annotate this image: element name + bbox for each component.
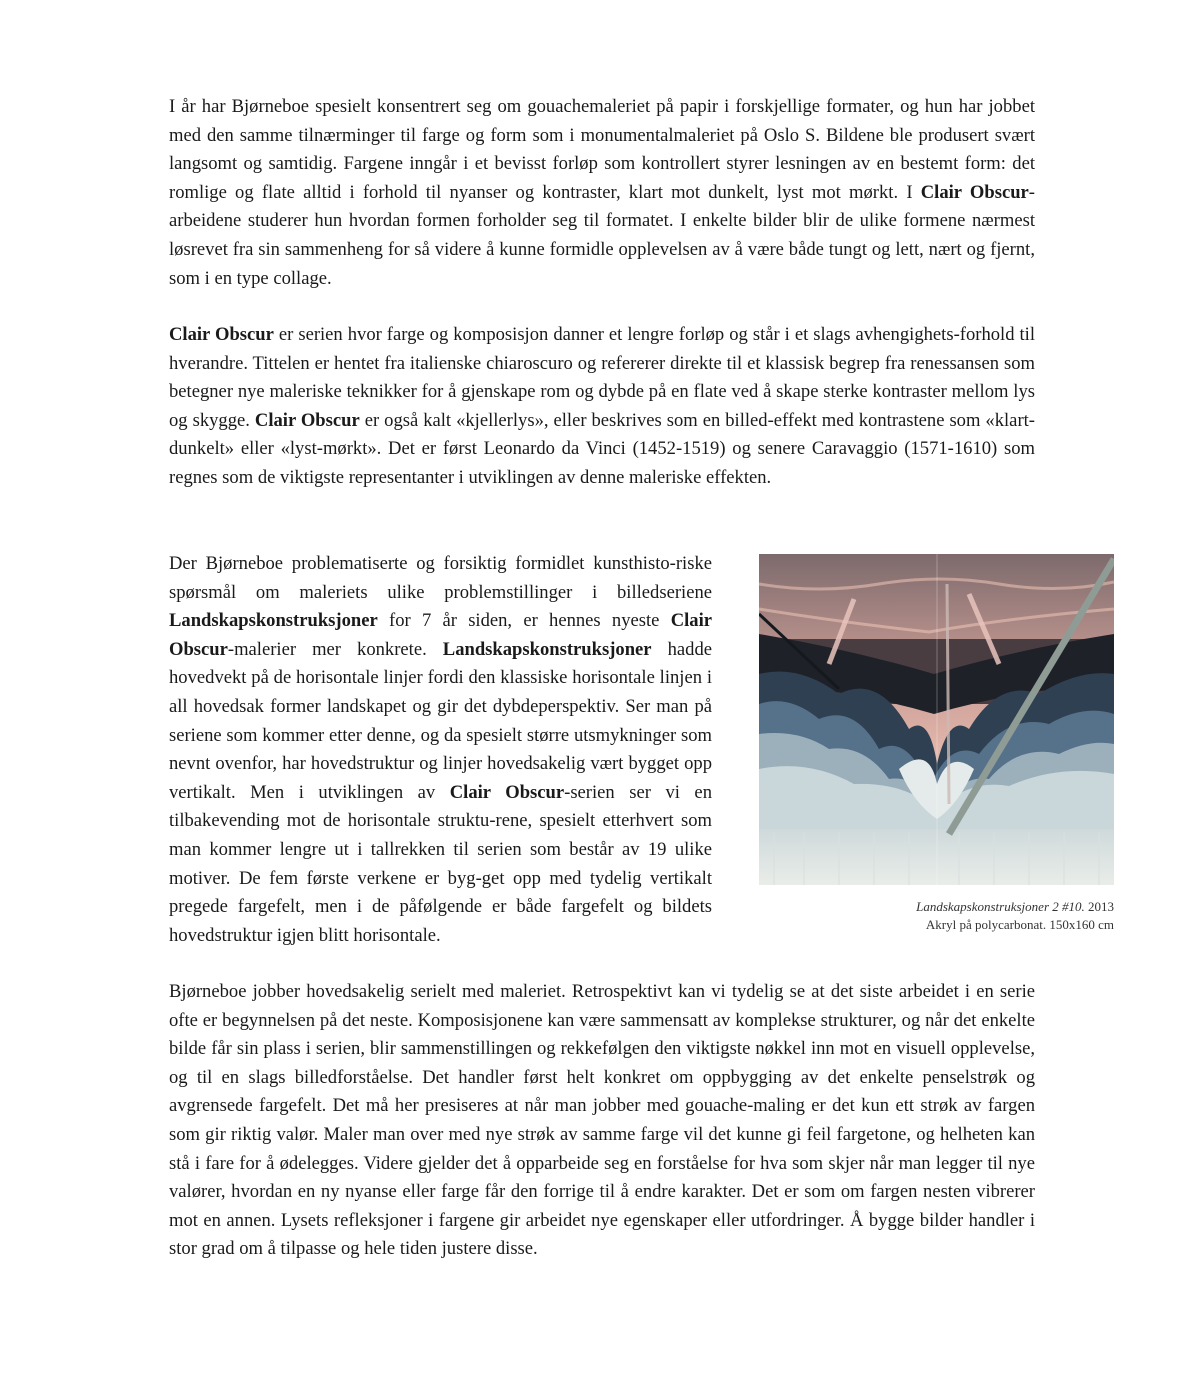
caption-year: 2013 — [1084, 899, 1114, 914]
text-run: Bjørneboe jobber hovedsakelig serielt med maleriet. Retrospektivt kan vi tydelig se at det siste arbeidet i en serie ofte er begynnelsen på det neste. Komposisjonene kan være sammensatt av komplekse strukturer, og når det enkelte bilde får sin plass i serien, blir sammenstillingen og rekkefølgen den viktigste nøkkel inn mot en visuell opplevelse, og til en slags billedforståelse. Det handler først helt konkret om oppbygging av det enkelte penselstrøk og avgrensede fargefelt. Det må her presiseres at når man jobber med gouache-maling er det kun ett strøk av fargen som gir riktig valør. Maler man over med nye strøk av samme farge vil det kunne gi feil fargetone, og helheten kan stå i fare for å ødelegges. Videre gjelder det å opparbeide seg en forståelse for hva som skjer når man legger til nye valører, hvordan en ny nyanse eller farge får den forrige til å endre karakter. Det er som om fargen nesten vibrerer mot en annen. Lysets refleksjoner i fargene gir arbeidet nye egenskaper eller utfordringer. Å bygge bilder handler i stor grad om å tilpasse og hele tiden justere disse. — [169, 981, 1035, 1260]
figure-caption — [759, 898, 1114, 934]
text-run: er serien hvor farge og komposisjon danner et lengre forløp og står i et slags avhengighets-forhold til hverandre. Tittelen er hentet fra italienske chiaroscuro og refererer direkte til et klassisk begrep fra renessansen som betegner nye maleriske teknikker for å gjenskape rom og dybde på en flate ved å skape sterke kontraster mellom lys og skygge. — [169, 324, 1036, 431]
text-run: hadde hovedvekt på de horisontale linjer fordi den klassiske horisontale linjen i all hovedsak former landskapet og gir det dybdeperspektiv. Ser man på seriene som kommer etter denne, og da spesielt større utsmykninger som nevnt ovenfor, har hovedstruktur og linjer hovedsakelig vært bygget opp vertikalt. Men i utviklingen av — [169, 638, 712, 803]
artwork-figure — [759, 554, 1114, 934]
paragraph-2 — [169, 321, 1035, 493]
text-run: for 7 år siden, er hennes nyeste — [377, 610, 671, 632]
artwork-image — [759, 554, 1114, 885]
paragraph-1 — [169, 93, 1035, 293]
bold-term: Clair Obscur — [169, 324, 274, 345]
bold-term: Clair Obscur — [254, 409, 360, 431]
caption-title: Landskapskonstruksjoner 2 #10. — [916, 899, 1085, 914]
bold-term: Landskapskonstruksjoner — [169, 610, 378, 632]
bold-term: Clair Obscur — [449, 781, 565, 803]
bold-term: Clair Obscur — [169, 610, 712, 660]
bold-term: Landskapskonstruksjoner — [442, 638, 652, 660]
text-run: Der Bjørneboe problematiserte og forsiktig formidlet kunsthisto-riske spørsmål om maleriets ulike problemstillinger i billedseriene — [169, 553, 712, 603]
paragraph-3 — [169, 550, 712, 950]
caption-medium: Akryl på polycarbonat. 150x160 cm — [925, 917, 1114, 932]
paragraph-4 — [169, 978, 1035, 1264]
text-run: I år har Bjørneboe spesielt konsentrert seg om gouachemaleriet på papir i forskjellige formater, og hun har jobbet med den samme tilnærminger til farge og form som i monumentalmaleriet på Oslo S. Bildene ble produsert svært langsomt og samtidig. Fargene inngår i et bevisst forløp som kontrollert styrer lesningen av en bestemt form: det romlige og flate alltid i forhold til nyanser og kontraster, klart mot dunkelt, lyst mot mørkt. I — [169, 96, 1035, 203]
text-run: -arbeidene studerer hun hvordan formen forholder seg til formatet. I enkelte bilder blir de ulike formene nærmest løsrevet fra sin sammenheng for så videre å kunne formidle opplevelsen av å være både tungt og lett, nært og fjernt, som i en type collage. — [169, 181, 1035, 289]
text-run: -malerier mer konkrete. — [227, 638, 443, 660]
text-run: -serien ser vi en tilbakevending mot de horisontale struktu-rene, spesielt etterhvert som man kommer lengre ut i tallrekken til serien som består av 19 ulike motiver. De fem første verkene er byg-get opp med tydelig vertikalt pregede fargefelt, men i de påfølgende er både fargefelt og bildets hovedstruktur igjen blitt horisontale. — [169, 781, 712, 946]
bold-term: Clair Obscur — [920, 181, 1029, 203]
text-run: er også kalt «kjellerlys», eller beskrives som en billed-effekt med kontrastene som «klart-dunkelt» eller «lyst-mørkt». Det er først Leonardo da Vinci (1452-1519) og senere Caravaggio (1571-1610) som regnes som de viktigste representanter i utviklingen av denne maleriske effekten. — [169, 409, 1035, 488]
